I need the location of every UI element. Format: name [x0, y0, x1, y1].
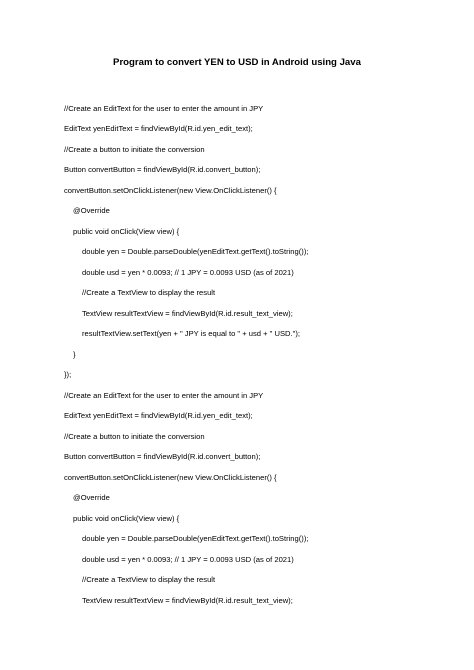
code-line: //Create an EditText for the user to enter the amount in JPY — [64, 391, 264, 400]
code-line: double yen = Double.parseDouble(yenEditText.getText().toString()); — [82, 534, 309, 543]
code-line: EditText yenEditText = findViewById(R.id.yen_edit_text); — [64, 124, 253, 133]
code-line: }); — [64, 370, 72, 379]
code-line: @Override — [73, 206, 110, 215]
code-line: @Override — [73, 493, 110, 502]
code-line: public void onClick(View view) { — [73, 227, 180, 236]
code-line: //Create an EditText for the user to enter the amount in JPY — [64, 104, 264, 113]
code-line: resultTextView.setText(yen + " JPY is equal to " + usd + " USD."); — [82, 329, 300, 338]
code-line: //Create a button to initiate the conversion — [64, 432, 205, 441]
code-line: double usd = yen * 0.0093; // 1 JPY = 0.0093 USD (as of 2021) — [82, 268, 294, 277]
code-line: TextView resultTextView = findViewById(R.id.result_text_view); — [82, 596, 293, 605]
code-line: TextView resultTextView = findViewById(R.id.result_text_view); — [82, 309, 293, 318]
code-line: convertButton.setOnClickListener(new View.OnClickListener() { — [64, 473, 277, 482]
code-line: } — [73, 350, 76, 359]
code-line: //Create a TextView to display the result — [82, 575, 216, 584]
code-line: Button convertButton = findViewById(R.id.convert_button); — [64, 452, 261, 461]
code-line: EditText yenEditText = findViewById(R.id.yen_edit_text); — [64, 411, 253, 420]
document-title: Program to convert YEN to USD in Android using Java — [113, 57, 361, 68]
code-line: double usd = yen * 0.0093; // 1 JPY = 0.0093 USD (as of 2021) — [82, 555, 294, 564]
code-line: double yen = Double.parseDouble(yenEditText.getText().toString()); — [82, 247, 309, 256]
code-line: Button convertButton = findViewById(R.id.convert_button); — [64, 165, 261, 174]
code-line: //Create a button to initiate the conversion — [64, 145, 205, 154]
code-line: public void onClick(View view) { — [73, 514, 180, 523]
code-line: //Create a TextView to display the result — [82, 288, 216, 297]
code-line: convertButton.setOnClickListener(new View.OnClickListener() { — [64, 186, 277, 195]
